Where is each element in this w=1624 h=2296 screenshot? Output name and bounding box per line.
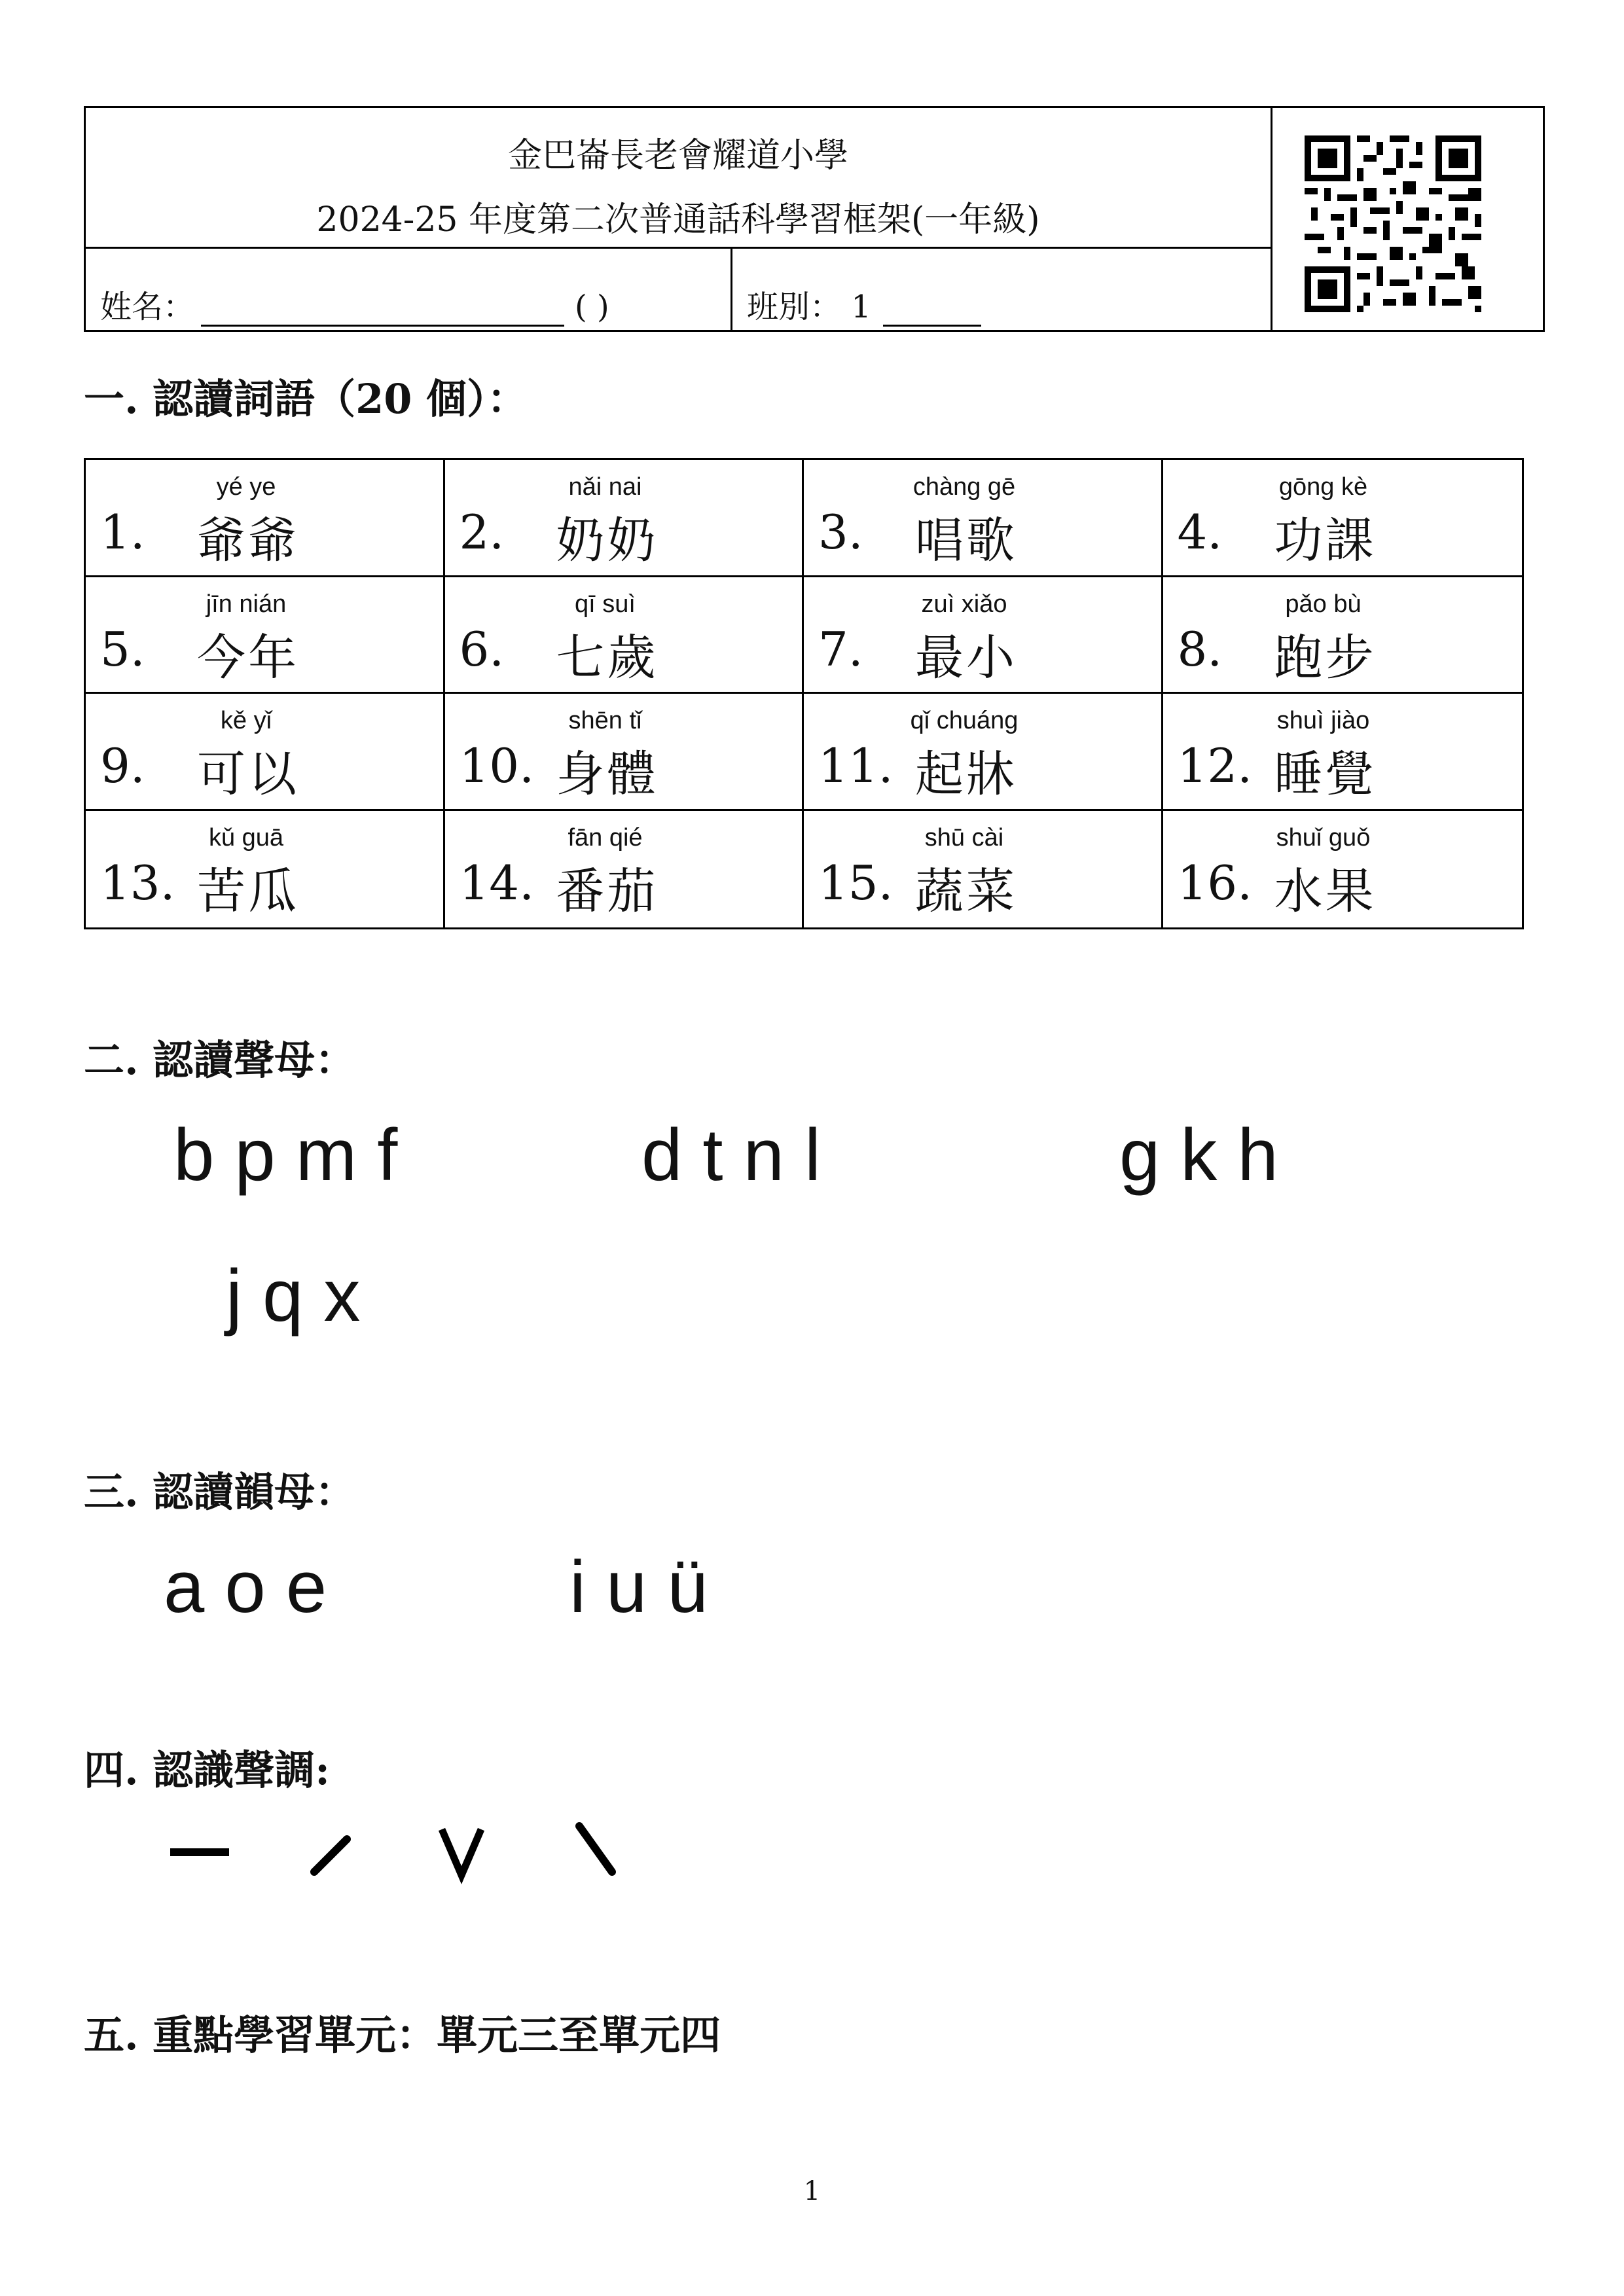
vocab-cell (1163, 811, 1523, 928)
vocab-pinyin: shuì jiào (1276, 707, 1370, 734)
vocab-cell (1163, 694, 1523, 811)
vocab-number: 3. (818, 505, 863, 560)
vocab-number: 7. (818, 621, 863, 677)
vocab-pinyin: qǐ chuáng (910, 707, 1019, 734)
vocab-number: 6. (459, 621, 505, 677)
vocab-number: 9. (100, 738, 145, 793)
vocab-cell (445, 811, 804, 928)
vocab-pinyin: kě yǐ (220, 707, 272, 734)
vocab-pinyin: kǔ guā (208, 823, 284, 852)
vocab-cell (804, 577, 1163, 694)
vocab-cell (445, 460, 804, 577)
initials-group-4: j q x (226, 1255, 361, 1336)
qr-divider (1271, 108, 1272, 330)
finals-heading: 三. 認讀韻母： (84, 1468, 356, 1516)
document-subtitle: 2024-25 年度第二次普通話科學習框架(一年級) (316, 200, 1040, 240)
third-tone-icon (442, 1829, 481, 1875)
vocab-word: 跑步 (1274, 629, 1377, 686)
vocab-word: 奶奶 (556, 512, 659, 569)
vocab-cell (86, 694, 445, 811)
header-box (84, 106, 1545, 332)
initials-group-2: d t n l (641, 1114, 821, 1196)
vocab-pinyin: shū cài (924, 823, 1004, 852)
vocab-word: 功課 (1274, 512, 1377, 569)
vocab-word: 睡覺 (1274, 746, 1377, 802)
vocab-number: 4. (1177, 505, 1223, 560)
vocab-cell (86, 811, 445, 928)
vocab-number: 5. (100, 621, 145, 677)
vocab-pinyin: shuǐ guǒ (1276, 823, 1371, 852)
initials-group-1: b p m f (173, 1114, 398, 1196)
vocab-word: 爺爺 (197, 512, 299, 569)
vocab-cell (86, 577, 445, 694)
vocab-number: 11. (818, 738, 893, 793)
vocab-word: 苦瓜 (197, 863, 299, 920)
fourth-tone-icon (579, 1826, 612, 1872)
vocab-number: 14. (459, 855, 535, 910)
vocab-cell (804, 460, 1163, 577)
vocab-pinyin: zuì xiǎo (921, 590, 1007, 618)
tones-heading: 四. 認識聲調: (84, 1746, 331, 1794)
vocab-word: 身體 (556, 746, 659, 802)
vocab-word: 唱歌 (915, 512, 1017, 569)
class-blank-line[interactable] (883, 298, 981, 327)
vocab-word: 今年 (197, 629, 299, 686)
initials-group-3: g k h (1119, 1114, 1278, 1196)
focus-units-heading: 五. 重點學習單元：單元三至單元四 (84, 2011, 721, 2059)
school-name: 金巴崙長老會耀道小學 (507, 136, 848, 175)
finals-group-1: a o e (164, 1546, 327, 1628)
vocab-cell (445, 577, 804, 694)
vocab-word: 七歲 (556, 629, 659, 686)
vocab-word: 可以 (197, 746, 299, 802)
vocab-number: 10. (459, 738, 535, 793)
name-field[interactable] (100, 281, 609, 327)
vocab-pinyin: fān qié (568, 823, 643, 852)
vocab-number: 13. (100, 855, 175, 910)
vocab-pinyin: shēn tǐ (568, 707, 642, 734)
vocab-cell (804, 694, 1163, 811)
name-label: 姓名： (100, 289, 195, 325)
vocab-pinyin: jīn nián (206, 590, 287, 618)
vocab-cell (445, 694, 804, 811)
vocab-word: 起牀 (915, 746, 1017, 802)
name-class-divider (731, 247, 732, 332)
finals-group-2: i u ü (569, 1546, 708, 1628)
vocab-word: 水果 (1274, 863, 1377, 920)
initials-heading: 二. 認讀聲母： (84, 1036, 356, 1084)
vocab-word: 番茄 (556, 863, 659, 920)
vocab-number: 2. (459, 505, 505, 560)
vocab-word: 蔬菜 (915, 863, 1017, 920)
vocab-pinyin: pǎo bù (1285, 590, 1362, 618)
vocab-pinyin: qī suì (575, 590, 636, 618)
tone-marks (164, 1813, 635, 1892)
vocab-number: 15. (818, 855, 893, 910)
qr-code-icon[interactable] (1305, 135, 1481, 312)
vocab-heading: 一. 認讀詞語（20 個）： (84, 375, 528, 423)
vocab-cell (1163, 577, 1523, 694)
vocab-pinyin: yé ye (216, 473, 276, 501)
vocab-cell (86, 460, 445, 577)
vocab-number: 16. (1177, 855, 1253, 910)
vocab-number: 8. (1177, 621, 1223, 677)
vocab-pinyin: chàng gē (912, 473, 1016, 501)
vocab-table (84, 458, 1524, 929)
class-label: 班別： (747, 289, 842, 325)
class-number-paren[interactable]: ( ) (575, 289, 609, 325)
vocab-number: 12. (1177, 738, 1253, 793)
header-divider (86, 247, 1271, 249)
class-field[interactable] (747, 281, 981, 327)
second-tone-icon (314, 1839, 347, 1872)
vocab-cell (1163, 460, 1523, 577)
vocab-number: 1. (100, 505, 145, 560)
class-value: 1 (851, 289, 871, 325)
page-number: 1 (803, 2176, 821, 2206)
name-blank-line[interactable] (201, 298, 564, 327)
vocab-pinyin: gōng kè (1278, 473, 1368, 501)
vocab-pinyin: nǎi nai (568, 473, 642, 501)
vocab-word: 最小 (915, 629, 1017, 686)
vocab-cell (804, 811, 1163, 928)
